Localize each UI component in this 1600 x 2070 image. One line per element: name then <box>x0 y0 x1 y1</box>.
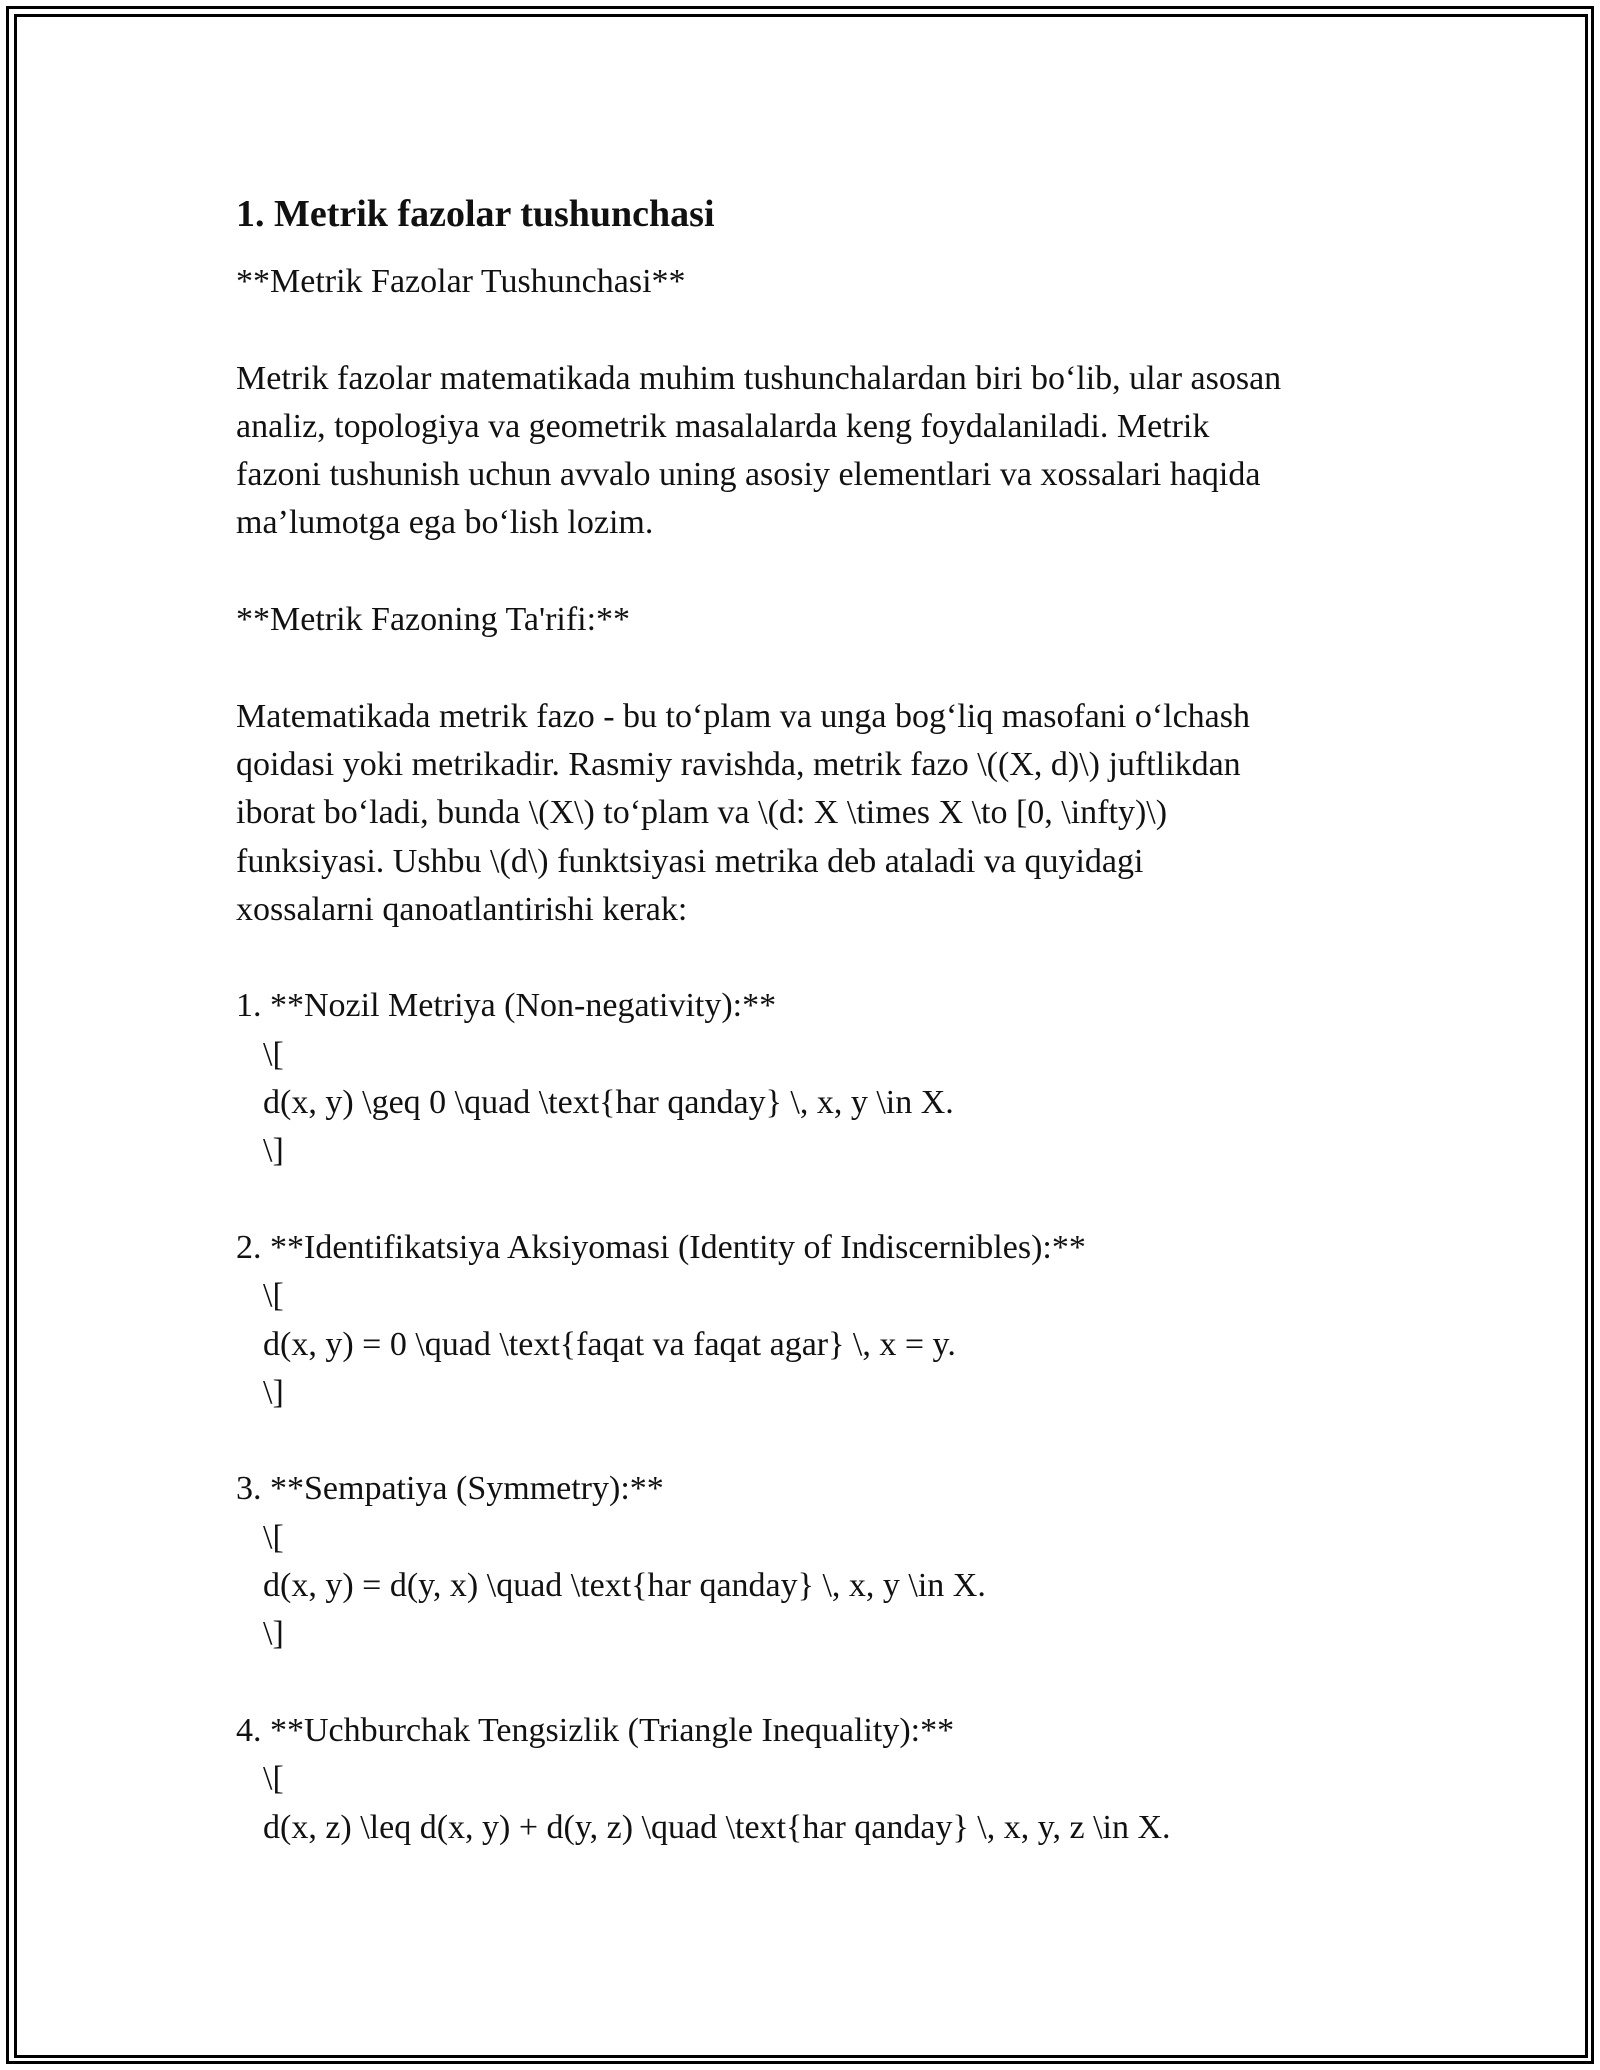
formula-open: \[ <box>263 1518 284 1556</box>
definition-line: qoidasi yoki metrikadir. Rasmiy ravishda, metrik fazo \((X, d)\) juftlikdan <box>236 745 1241 783</box>
formula-open: \[ <box>263 1760 284 1798</box>
definition-paragraph <box>236 693 1376 934</box>
spacer <box>236 644 1376 692</box>
page-title: 1. Metrik fazolar tushunchasi <box>236 193 715 235</box>
formula-open: \[ <box>263 1035 284 1073</box>
intro-paragraph <box>236 355 1376 548</box>
formula: d(x, z) \leq d(x, y) + d(y, z) \quad \text{har qanday} \, x, y, z \in X. <box>263 1808 1171 1846</box>
intro-line: fazoni tushunish uchun avvalo uning asosiy elementlari va xossalari haqida <box>236 456 1261 494</box>
spacer <box>236 1176 1376 1224</box>
spacer <box>236 306 1376 354</box>
intro-line: analiz, topologiya va geometrik masalalarda keng foydalaniladi. Metrik <box>236 407 1210 445</box>
intro-line: ma’lumotga ega bo‘lish lozim. <box>236 504 654 542</box>
formula-close: \] <box>263 1615 284 1653</box>
property-item <box>236 982 1376 1175</box>
formula: d(x, y) = d(y, x) \quad \text{har qanday} \, x, y \in X. <box>263 1567 986 1605</box>
property-item <box>236 1465 1376 1658</box>
definition-line: iborat bo‘ladi, bunda \(X\) to‘plam va \(d: X \times X \to [0, \infty)\) <box>236 794 1168 832</box>
document-body <box>236 186 1376 1852</box>
spacer <box>236 1417 1376 1465</box>
definition-heading: **Metrik Fazoning Ta'rifi:** <box>236 601 631 639</box>
formula: d(x, y) = 0 \quad \text{faqat va faqat agar} \, x = y. <box>263 1325 956 1363</box>
property-heading: 4. **Uchburchak Tengsizlik (Triangle Inequality):** <box>236 1711 955 1749</box>
formula-close: \] <box>263 1132 284 1170</box>
formula: d(x, y) \geq 0 \quad \text{har qanday} \, x, y \in X. <box>263 1084 954 1122</box>
subtitle: **Metrik Fazolar Tushunchasi** <box>236 263 686 300</box>
formula-close: \] <box>263 1373 284 1411</box>
spacer <box>236 242 1376 258</box>
property-heading: 2. **Identifikatsiya Aksiyomasi (Identity of Indiscernibles):** <box>236 1228 1086 1266</box>
property-item <box>236 1224 1376 1417</box>
formula-open: \[ <box>263 1277 284 1315</box>
spacer <box>236 1659 1376 1707</box>
definition-line: Matematikada metrik fazo - bu to‘plam va unga bog‘liq masofani o‘lchash <box>236 697 1251 735</box>
spacer <box>236 934 1376 982</box>
property-item <box>236 1707 1376 1852</box>
property-heading: 1. **Nozil Metriya (Non-negativity):** <box>236 987 777 1025</box>
definition-line: xossalarni qanoatlantirishi kerak: <box>236 890 688 928</box>
property-heading: 3. **Sempatiya (Symmetry):** <box>236 1470 664 1508</box>
definition-line: funksiyasi. Ushbu \(d\) funktsiyasi metrika deb ataladi va quyidagi <box>236 842 1144 880</box>
intro-line: Metrik fazolar matematikada muhim tushunchalardan biri bo‘lib, ular asosan <box>236 359 1282 397</box>
spacer <box>236 548 1376 596</box>
